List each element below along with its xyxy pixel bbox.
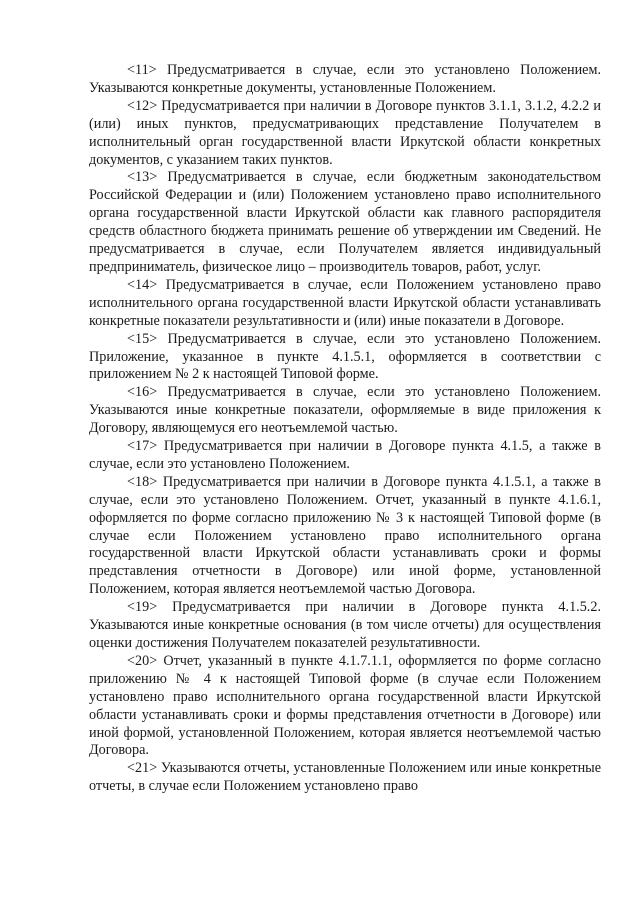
footnote-21: <21> Указываются отчеты, установленные Положением или иные конкретные отчеты, в случае если Положением установлено право (89, 760, 601, 795)
footnote-17: <17> Предусматривается при наличии в Договоре пункта 4.1.5, а также в случае, если это установлено Положением. (89, 438, 601, 472)
footnote-15: <15> Предусматривается в случае, если это установлено Положением. Приложение, указанное в пункте 4.1.5.1, оформляется в соответствии с приложением № 2 к настоящей Типовой форме. (89, 330, 601, 383)
footnotes-text (89, 62, 601, 796)
footnote-20: <20> Отчет, указанный в пункте 4.1.7.1.1, оформляется по форме согласно приложению № 4 к настоящей Типовой форме (в случае если Положением установлено право исполнительного органа государственной власти Иркутской области устанавливать сроки и формы представления отчетности в Договоре) или иной формой, установленной Положением, которая является неотъемлемой частью Договора. (89, 652, 601, 759)
footnote-13: <13> Предусматривается в случае, если бюджетным законодательством Российской Федерации и (или) Положением установлено право исполнительного органа государственной власти Иркутской области как главного распорядителя средств областного бюджета принимать решение об утверждении им Сведений. Не предусматривается в случае, если Получателем является индивидуальный предприниматель, физическое лицо – производитель товаров, работ, услуг. (89, 169, 601, 275)
footnote-12: <12> Предусматривается при наличии в Договоре пунктов 3.1.1, 3.1.2, 4.2.2 и (или) иных пунктов, предусматривающих представление Получателем в исполнительный орган государственной власти Иркутской области конкретных документов, с указанием таких пунктов. (89, 97, 601, 168)
footnote-11: <11> Предусматривается в случае, если это установлено Положением. Указываются конкретные документы, установленные Положением. (89, 62, 601, 96)
footnote-19: <19> Предусматривается при наличии в Договоре пункта 4.1.5.2. Указываются иные конкретные основания (в том числе отчеты) для осуществления оценки достижения Получателем показателей результативности. (89, 599, 601, 651)
footnote-18: <18> Предусматривается при наличии в Договоре пункта 4.1.5.1, а также в случае, если это установлено Положением. Отчет, указанный в пункте 4.1.6.1, оформляется по форме согласно приложению № 3 к настоящей Типовой форме (в случае если Положением установлено право исполнительного органа государственной власти Иркутской области устанавливать сроки и формы представления отчетности в Договоре) или иной форме, установленной Положением, которая является неотъемлемой частью Договора. (89, 473, 601, 598)
footnote-16: <16> Предусматривается в случае, если это установлено Положением. Указываются иные конкретные показатели, оформляемые в виде приложения к Договору, являющемуся его неотъемлемой частью. (89, 384, 601, 437)
footnote-14: <14> Предусматривается в случае, если Положением установлено право исполнительного органа государственной власти Иркутской области устанавливать конкретные показатели результативности и (или) иные показатели в Договоре. (89, 276, 601, 329)
